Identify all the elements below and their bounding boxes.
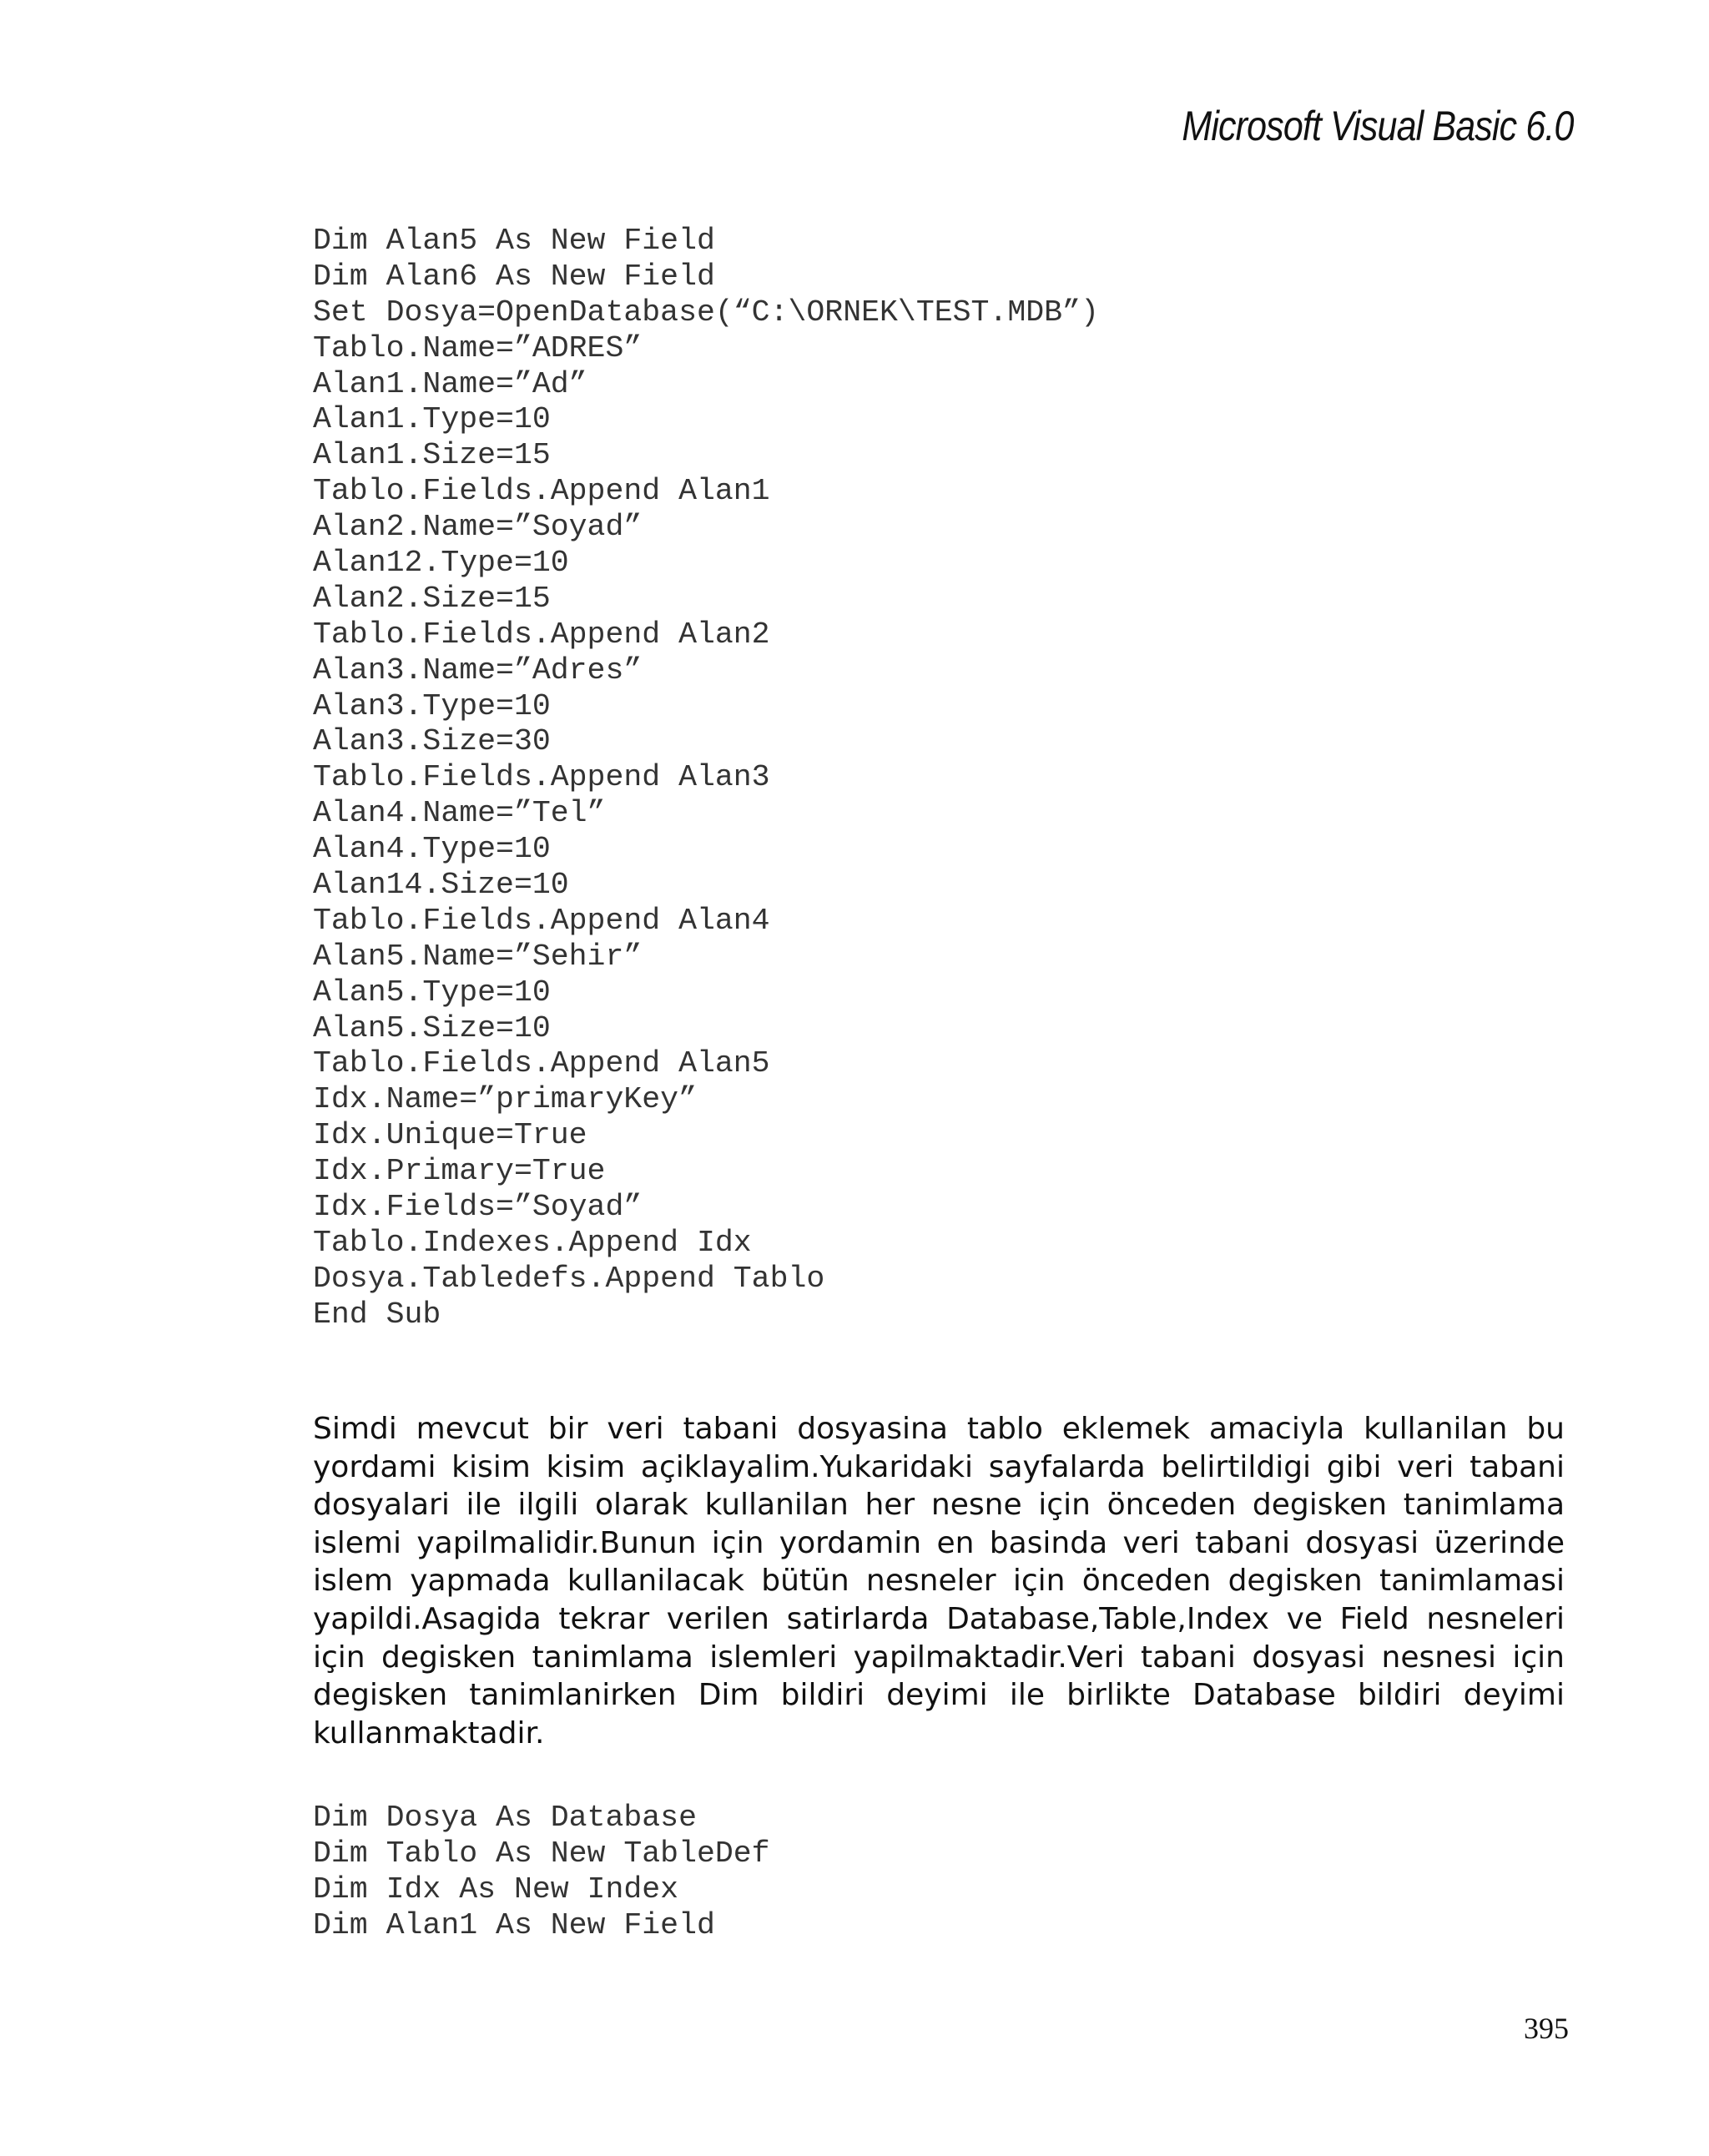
body-paragraph: Simdi mevcut bir veri tabani dosyasina tablo eklemek amaciyla kullanilan bu yordami kisim kisim açiklayalim.Yukaridaki sayfalarda belirtildigi gibi veri tabani dosyalari ile ilgili olarak kullanilan her nesne için önceden degisken tanimlama islemi yapilmalidir.Bunun için yordamin en basinda veri tabani dosyasi üzerinde islem yapmada kullanilacak bütün nesneler için önceden degisken tanimlamasi yapildi.Asagida tekrar verilen satirlarda Database,Table,Index ve Field nesneleri için degisken tanimlama islemleri yapilmaktadir.Veri tabani dosyasi nesnesi için degisken tanimlanirken Dim bildiri deyimi ile birlikte Database bildiri deyimi kullanmaktadir. xyxy=(313,1412,1565,1750)
code-line: Dim Idx As New Index xyxy=(313,1871,679,1907)
code-line: Tablo.Fields.Append Alan3 xyxy=(313,760,770,795)
page-number: 395 xyxy=(1524,2012,1569,2045)
code-block-bottom xyxy=(313,1801,770,1944)
code-line: Dim Dosya As Database xyxy=(313,1801,697,1835)
code-line: Tablo.Fields.Append Alan4 xyxy=(313,903,770,938)
code-line: Alan4.Type=10 xyxy=(313,832,551,867)
code-block-top xyxy=(313,224,1099,1333)
code-line: Alan3.Type=10 xyxy=(313,688,551,723)
code-line: Idx.Primary=True xyxy=(313,1154,606,1189)
code-line: Idx.Fields=”Soyad” xyxy=(313,1190,643,1225)
code-line: Dosya.Tabledefs.Append Tablo xyxy=(313,1261,825,1296)
code-line: Alan1.Type=10 xyxy=(313,402,551,437)
code-line: Alan12.Type=10 xyxy=(313,546,569,581)
code-line: End Sub xyxy=(313,1297,441,1332)
code-line: Tablo.Fields.Append Alan2 xyxy=(313,617,770,652)
code-line: Alan2.Name=”Soyad” xyxy=(313,510,643,545)
code-line: Tablo.Name=”ADRES” xyxy=(313,330,643,365)
code-line: Alan5.Type=10 xyxy=(313,975,551,1010)
code-line: Set Dosya=OpenDatabase(“C:\ORNEK\TEST.MDB”) xyxy=(313,295,1099,330)
code-line: Tablo.Fields.Append Alan5 xyxy=(313,1046,770,1081)
code-line: Idx.Name=”primaryKey” xyxy=(313,1082,697,1117)
code-line: Tablo.Fields.Append Alan1 xyxy=(313,474,770,509)
code-line: Alan3.Name=”Adres” xyxy=(313,652,643,688)
code-line: Alan3.Size=30 xyxy=(313,724,551,759)
code-line: Dim Alan5 As New Field xyxy=(313,224,715,258)
code-line: Alan2.Size=15 xyxy=(313,581,551,616)
page-header-title: Microsoft Visual Basic 6.0 xyxy=(1182,103,1574,149)
code-line: Alan5.Name=”Sehir” xyxy=(313,939,643,974)
code-line: Dim Tablo As New TableDef xyxy=(313,1836,770,1871)
code-line: Alan4.Name=”Tel” xyxy=(313,796,606,831)
code-line: Idx.Unique=True xyxy=(313,1118,587,1153)
code-line: Alan1.Name=”Ad” xyxy=(313,366,587,401)
code-line: Alan5.Size=10 xyxy=(313,1010,551,1045)
code-line: Alan1.Size=15 xyxy=(313,438,551,473)
code-line: Alan14.Size=10 xyxy=(313,868,569,903)
code-line: Dim Alan1 As New Field xyxy=(313,1907,715,1942)
code-line: Tablo.Indexes.Append Idx xyxy=(313,1225,752,1260)
code-line: Dim Alan6 As New Field xyxy=(313,259,715,294)
